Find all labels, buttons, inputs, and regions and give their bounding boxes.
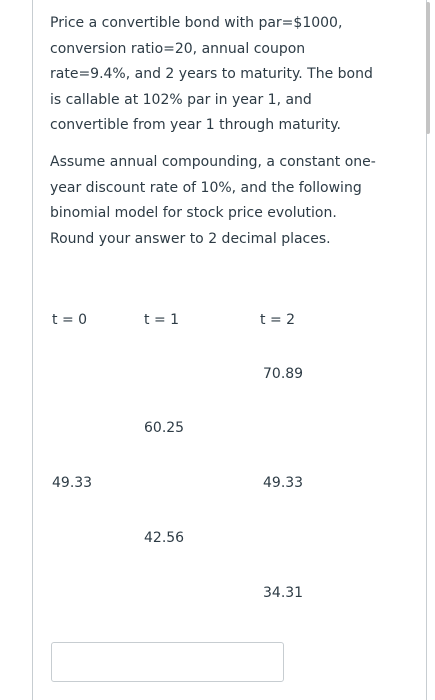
price-t1-up: 60.25	[144, 420, 185, 436]
header-t0: t = 0	[52, 312, 88, 328]
header-t2: t = 2	[260, 312, 296, 328]
header-t1: t = 1	[144, 312, 180, 328]
price-t2-up: 70.89	[263, 366, 304, 382]
price-t0: 49.33	[52, 475, 93, 491]
scrollbar[interactable]	[426, 2, 430, 134]
price-t2-mid: 49.33	[263, 475, 304, 491]
question-paragraph-1: Price a convertible bond with par=$1000, conversion ratio=20, annual coupon rate=9.4%, and 2 years to maturity. The bond is callable at 102% par in year 1, and convertible from year 1 through maturity.	[50, 15, 373, 133]
question-paragraph-2: Assume annual compounding, a constant one-year discount rate of 10%, and the following binomial model for stock price evolution. Round your answer to 2 decimal places.	[50, 154, 376, 247]
price-t2-down: 34.31	[263, 585, 304, 601]
price-t1-down: 42.56	[144, 530, 185, 546]
answer-input[interactable]	[51, 642, 284, 682]
